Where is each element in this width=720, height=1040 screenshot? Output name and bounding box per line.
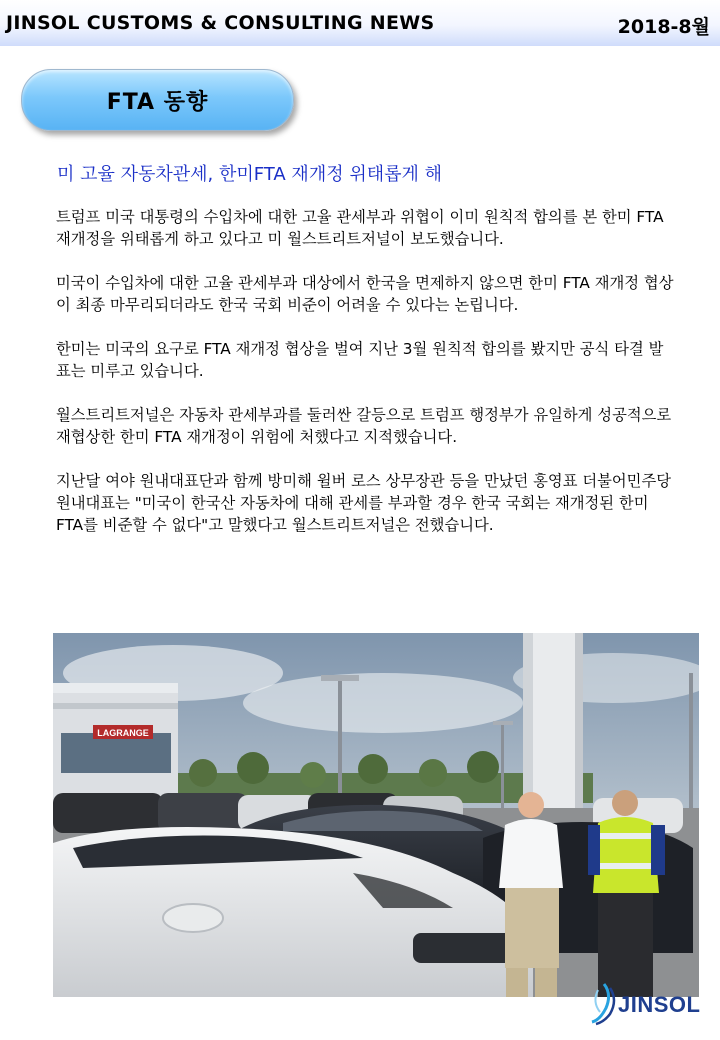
article-paragraph: 한미는 미국의 요구로 FTA 재개정 협상을 벌여 지난 3월 원칙적 합의를 봤지만 공식 타결 발표는 미루고 있습니다. [56,340,664,380]
article-paragraph: 지난달 여야 원내대표단과 함께 방미해 윌버 로스 상무장관 등을 만났던 홍영표 더불어민주당 원내대표는 "미국이 한국산 자동차에 대해 관세를 부과할 경우 한국 국회는 재개정된 한미 FTA를 비준할 수 없다"고 말했다고 월스트리트저널은 전했습니다. [56,472,672,534]
article-body [56,206,676,558]
logo-text: JINSOL [618,992,701,1017]
newsletter-header [0,0,720,46]
issue-date: 2018-8월 [617,16,710,38]
jinsol-logo [584,980,714,1026]
section-label: FTA 동향 [106,89,209,115]
article-paragraph: 미국이 수입차에 대한 고율 관세부과 대상에서 한국을 면제하지 않으면 한미 FTA 재개정 협상이 최종 마무리되더라도 한국 국회 비준이 어려울 수 있다는 논립니다. [56,274,674,314]
article-paragraph: 트럼프 미국 대통령의 수입차에 대한 고율 관세부과 위협이 이미 원칙적 합의를 본 한미 FTA 재개정을 위태롭게 하고 있다고 미 월스트리트저널이 보도했습니다. [56,208,664,248]
article-paragraph: 월스트리트저널은 자동차 관세부과를 둘러싼 갈등으로 트럼프 행정부가 유일하게 성공적으로 재협상한 한미 FTA 재개정이 위험에 처했다고 지적했습니다. [56,406,672,446]
newsletter-title: JINSOL CUSTOMS & CONSULTING NEWS [6,12,435,34]
article-title: 미 고율 자동차관세, 한미FTA 재개정 위태롭게 해 [57,164,442,185]
dealership-sign: LAGRANGE [97,728,149,738]
section-badge [21,69,294,131]
car-dealership-photo [53,633,699,997]
